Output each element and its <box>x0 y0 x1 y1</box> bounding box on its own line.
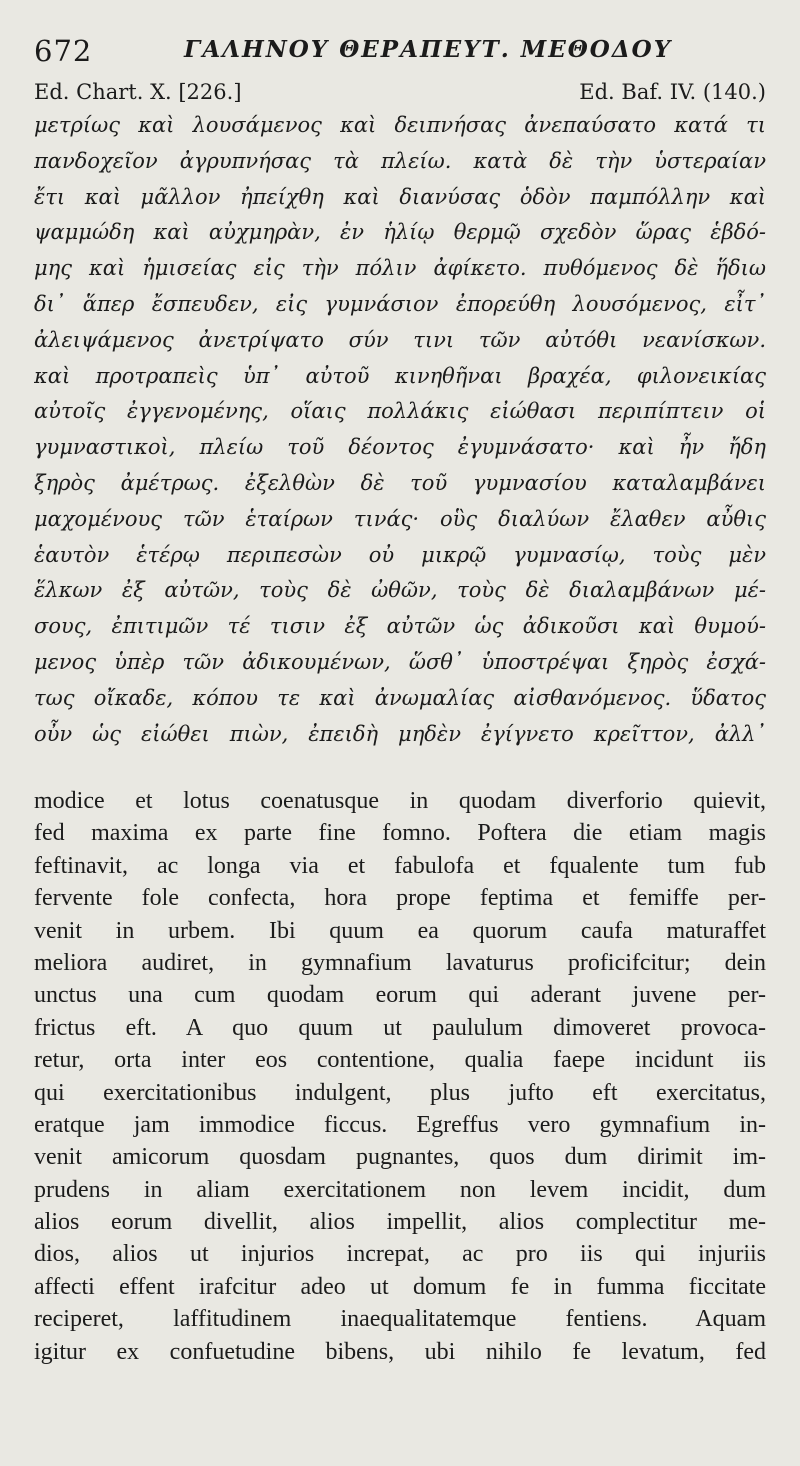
greek-text-line: ξηρὸς ἀμέτρως. ἐξελθὼν δὲ τοῦ γυμνασίου καταλαμβάνει <box>34 470 766 495</box>
latin-text-line: alios eorum divellit, alios impellit, alios complectitur me- <box>34 1209 766 1236</box>
greek-text-line: μενος ὑπὲρ τῶν ἀδικουμένων, ὥσθ᾽ ὑποστρέψαι ξηρὸς ἐσχά- <box>34 649 766 674</box>
latin-text-line: reciperet, laffitudinem inaequalitatemque fentiens. Aquam <box>34 1306 766 1333</box>
latin-text-line: affecti effent irafcitur adeo ut domum fe in fumma ficcitate <box>34 1273 766 1300</box>
latin-text-line: feftinavit, ac longa via et fabulofa et fqualente tum fub <box>34 852 766 879</box>
edition-reference-line <box>34 80 766 108</box>
greek-text-line: τως οἴκαδε, κόπου τε καὶ ἀνωμαλίας αἰσθανόμενος. ὕδατος <box>34 685 766 710</box>
latin-text-block <box>34 785 766 1368</box>
latin-text-line: qui exercitationibus indulgent, plus jufto eft exercitatus, <box>34 1079 766 1106</box>
latin-text-line: frictus eft. A quo quum ut paululum dimoveret provoca- <box>34 1014 766 1041</box>
page-number: 672 <box>34 34 93 68</box>
greek-text-line: γυμναστικοὶ, πλείω τοῦ δέοντος ἐγυμνάσατο· καὶ ἦν ἤδη <box>34 435 766 460</box>
greek-text-line: οὖν ὡς εἰώθει πιὼν, ἐπειδὴ μηδὲν ἐγίγνετο κρεῖττον, ἀλλ᾽ <box>34 721 766 746</box>
greek-text-line: σους, ἐπιτιμῶν τέ τισιν ἐξ αὐτῶν ὡς ἀδικοῦσι καὶ θυμού- <box>34 614 766 639</box>
greek-text-line: πανδοχεῖον ἀγρυπνήσας τὰ πλείω. κατὰ δὲ τὴν ὑστεραίαν <box>34 148 766 173</box>
latin-text-line: meliora audiret, in gymnafium lavaturus proficifcitur; dein <box>34 949 766 976</box>
greek-text-line: ψαμμώδη καὶ αὐχμηρὰν, ἐν ἡλίῳ θερμῷ σχεδὸν ὥρας ἑβδό- <box>34 220 766 245</box>
latin-text-line: eratque jam immodice ficcus. Egreffus vero gymnafium in- <box>34 1111 766 1138</box>
latin-text-line: dios, alios ut injurios increpat, ac pro iis qui injuriis <box>34 1241 766 1268</box>
edition-reference-chartier: Ed. Chart. X. [226.] <box>34 80 242 104</box>
latin-text-line: igitur ex confuetudine bibens, ubi nihilo fe levatum, fed <box>34 1338 766 1365</box>
edition-reference-basel: Ed. Baf. IV. (140.) <box>579 80 766 104</box>
latin-text-line: venit amicorum quosdam pugnantes, quos dum dirimit im- <box>34 1144 766 1171</box>
greek-text-line: αὐτοῖς ἐγγενομένης, οἵαις πολλάκις εἰώθασι περιπίπτειν οἱ <box>34 399 766 424</box>
greek-text-line: ἕλκων ἐξ αὐτῶν, τοὺς δὲ ὠθῶν, τοὺς δὲ διαλαμβάνων μέ- <box>34 578 766 603</box>
running-head <box>34 34 774 74</box>
latin-text-line: modice et lotus coenatusque in quodam diverforio quievit, <box>34 788 766 814</box>
greek-text-line: καὶ προτραπεὶς ὑπ᾽ αὐτοῦ κινηθῆναι βραχέα, φιλονεικίας <box>34 363 766 388</box>
greek-text-line: μετρίως καὶ λουσάμενος καὶ δειπνήσας ἀνεπαύσατο κατά τι <box>34 113 766 137</box>
greek-text-line: μαχομένους τῶν ἑταίρων τινάς· οὓς διαλύων ἔλαθεν αὖθις <box>34 506 766 531</box>
latin-text-line: fervente fole confecta, hora prope feptima et femiffe per- <box>34 885 766 912</box>
greek-text-line: ἀλειψάμενος ἀνετρίψατο σύν τινι τῶν αὐτόθι νεανίσκων. <box>34 327 766 352</box>
latin-text-line: venit in urbem. Ibi quum ea quorum caufa maturaffet <box>34 917 766 944</box>
latin-text-line: prudens in aliam exercitationem non levem incidit, dum <box>34 1176 766 1203</box>
greek-text-line: ἑαυτὸν ἑτέρῳ περιπεσὼν οὐ μικρῷ γυμνασίῳ, τοὺς μὲν <box>34 542 766 567</box>
greek-text-line: ἔτι καὶ μᾶλλον ἠπείχθη καὶ διανύσας ὁδὸν παμπόλλην καὶ <box>34 184 766 209</box>
greek-text-line: δι᾽ ἅπερ ἔσπευδεν, εἰς γυμνάσιον ἐπορεύθη λουσόμενος, εἶτ᾽ <box>34 291 766 316</box>
running-title: ΓΑΛΗΝΟΥ ΘΕΡΑΠΕΥΤ. ΜΕΘΟΔΟΥ <box>184 36 673 63</box>
greek-text-block <box>34 108 766 752</box>
latin-text-line: unctus una cum quodam eorum qui aderant juvene per- <box>34 982 766 1009</box>
greek-text-line: μης καὶ ἡμισείας εἰς τὴν πόλιν ἀφίκετο. πυθόμενος δὲ ἥδιω <box>34 256 766 281</box>
latin-text-line: retur, orta inter eos contentione, qualia faepe incidunt iis <box>34 1047 766 1074</box>
latin-text-line: fed maxima ex parte fine fomno. Poftera die etiam magis <box>34 820 766 847</box>
